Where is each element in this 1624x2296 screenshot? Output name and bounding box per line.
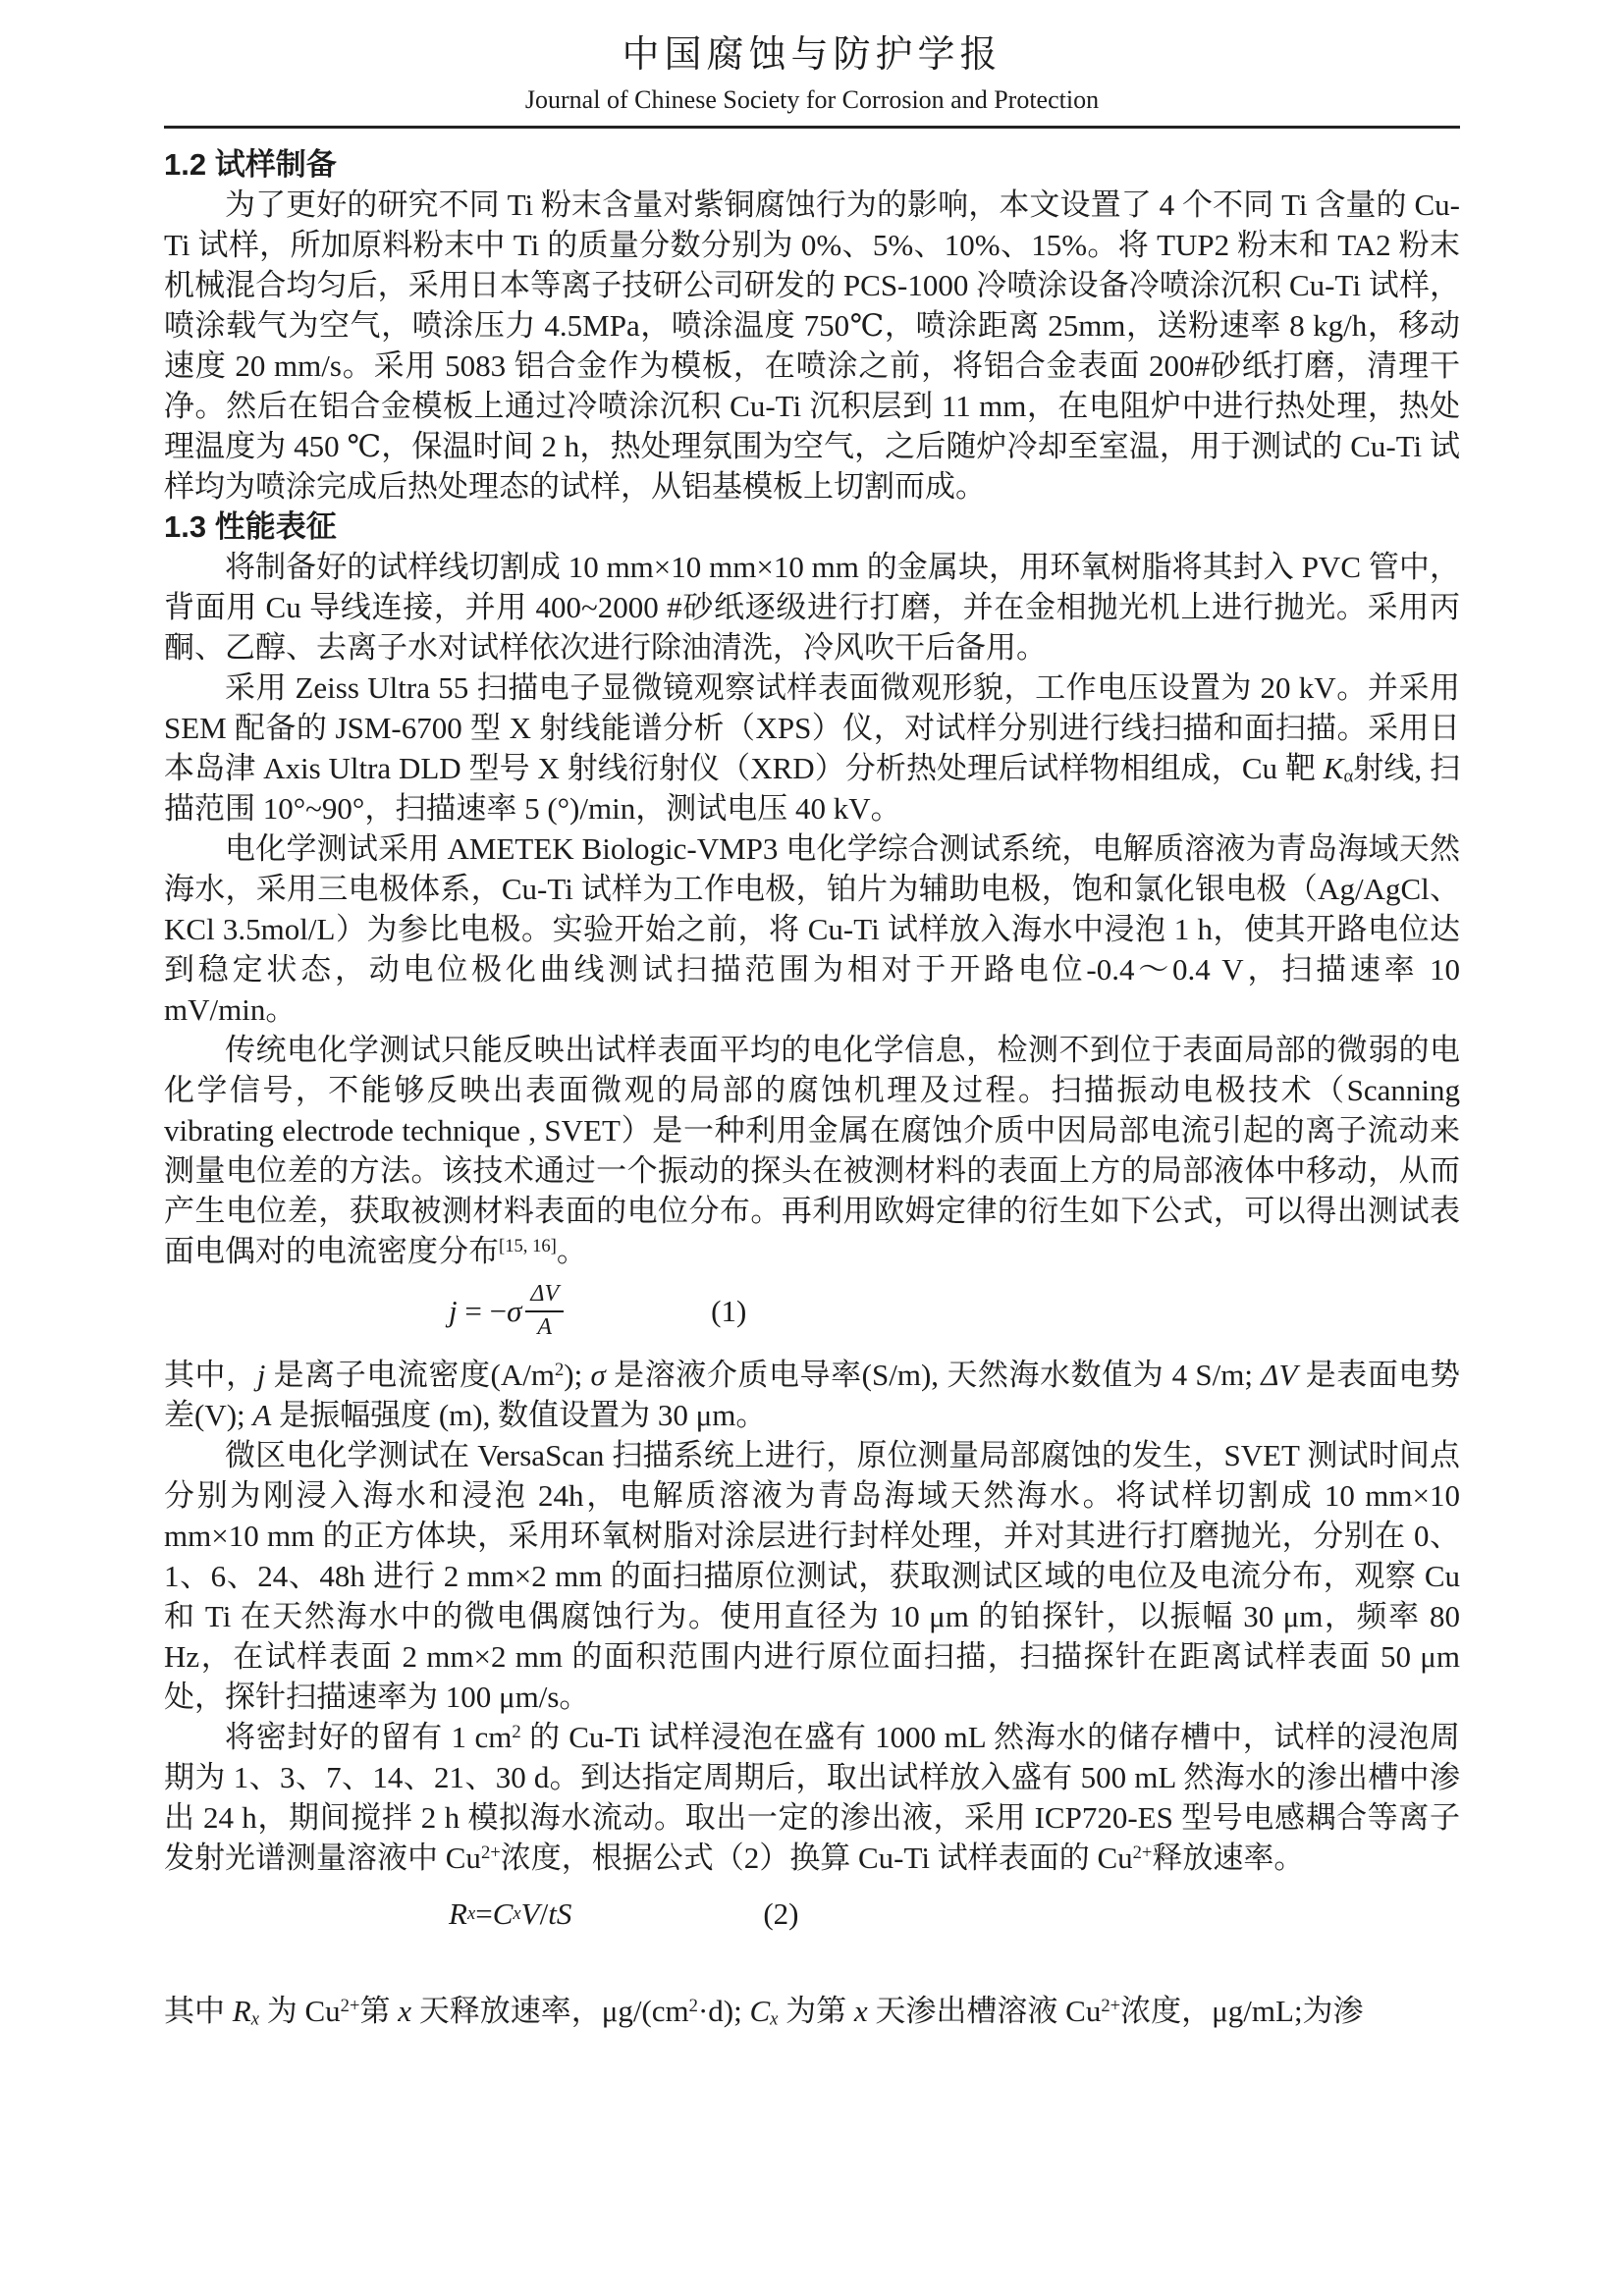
section-heading-1-3: 1.3 性能表征: [164, 509, 337, 544]
para-eq1-variable-definitions: 其中，j 是离子电流密度$(A/m^2)$; σ 是溶液介质电导率(S/m), 天然海水数值为 4 S/m; ΔV 是表面电势差(V); A 是振幅强度 (m), 数值设置为 30 μm。: [164, 1358, 1460, 1433]
para-svet-introduction: 传统电化学测试只能反映出试样表面平均的电化学信息，检测不到位于表面局部的微弱的电化学信号，不能够反映出表面微观的局部的腐蚀机理及过程。扫描振动电极技术（Scanning vibrating electrode technique , SVET）是一种利用金属在腐蚀介质中因局部电流引起的离子流动来测量电位差的方法。该技术通过一个振动的探头在被测材料的表面上方的局部液体中移动，从而产生电位差，获取被测材料表面的电位分布。再利用欧姆定律的衍生如下公式，可以得出测试表面电偶对的电流密度分布[15, 16]。: [164, 1033, 1460, 1268]
journal-title-chinese: 中国腐蚀与防护学报: [622, 34, 1002, 76]
para-sem-xrd-characterization: 采用 Zeiss Ultra 55 扫描电子显微镜观察试样表面微观形貌，工作电压设置为 20 kV。并采用 SEM 配备的 JSM-6700 型 X 射线能谱分析（XPS）仪，对试样分别进行线扫描和面扫描。采用日本岛津 Axis Ultra DLD 型号 X 射线衍射仪（XRD）分析热处理后试样物相组成，Cu 靶 Kα射线, 扫描范围 10°~90°，扫描速率 5 (°)/min，测试电压 40 kV。: [164, 670, 1461, 826]
para-sample-preparation: 为了更好的研究不同 Ti 粉末含量对紫铜腐蚀行为的影响，本文设置了 4 个不同 Ti 含量的 Cu-Ti 试样，所加原料粉末中 Ti 的质量分数分别为 0%、5%、10%、15%。将 TUP2 粉末和 TA2 粉末机械混合均匀后，采用日本等离子技研公司研发的 PCS-1000 冷喷涂设备冷喷涂沉积 Cu-Ti 试样，喷涂载气为空气，喷涂压力 4.5MPa，喷涂温度 750℃，喷涂距离 25mm，送粉速率 8 kg/h，移动速度 20 mm/s。采用 5083 铝合金作为模板，在喷涂之前，将铝合金表面 200#砂纸打磨，清理干净。然后在铝合金模板上通过冷喷涂沉积 Cu-Ti 沉积层到 11 mm，在电阻炉中进行热处理，热处理温度为 450 ℃，保温时间 2 h，热处理氛围为空气，之后随炉冷却至室温，用于测试的 Cu-Ti 试样均为喷涂完成后热处理态的试样，从铝基模板上切割而成。: [164, 187, 1460, 504]
equation-1-number: (1): [711, 1294, 747, 1329]
para-immersion-release-test: 将密封好的留有 1 $cm^2$ 的 Cu-Ti 试样浸泡在盛有 1000 mL 然海水的储存槽中，试样的浸泡周期为 1、3、7、14、21、30 d。到达指定周期后，取出试样放入盛有 500 mL 然海水的渗出槽中渗出 24 h，期间搅拌 2 h 模拟海水流动。取出一定的渗出液，采用 ICP720-ES 型号电感耦合等离子发射光谱测量溶液中 $Cu^{2+}$浓度，根据公式（2）换算 Cu-Ti 试样表面的 $Cu^{2+}$释放速率。: [164, 1720, 1460, 1876]
article-body: [164, 144, 1460, 2031]
equation-1-formula: [449, 1281, 564, 1341]
journal-title-english: Journal of Chinese Society for Corrosion and Protection: [524, 85, 1100, 114]
equation-2-number: (2): [763, 1896, 799, 1932]
para-eq2-variable-definitions: 其中 Rx 为 $Cu^{2+}$第 x 天释放速率，$\mu g/(cm^2\cdot d)$; Cx 为第 x 天渗出槽溶液 $Cu^{2+}$浓度，μg/mL;为渗: [164, 1994, 1364, 2030]
para-electrochemical-test: 电化学测试采用 AMETEK Biologic-VMP3 电化学综合测试系统，电解质溶液为青岛海域天然海水，采用三电极体系，Cu-Ti 试样为工作电极，铂片为辅助电极，饱和氯化银电极（Ag/AgCl、KCl 3.5mol/L）为参比电极。实验开始之前，将 Cu-Ti 试样放入海水中浸泡 1 h，使其开路电位达到稳定状态，动电位极化曲线测试扫描范围为相对于开路电位-0.4～0.4 V，扫描速率 10 mV/min。: [164, 831, 1460, 1027]
para-microarea-test: 微区电化学测试在 VersaScan 扫描系统上进行，原位测量局部腐蚀的发生，SVET 测试时间点分别为刚浸入海水和浸泡 24h，电解质溶液为青岛海域天然海水。将试样切割成 10 mm×10 mm×10 mm 的正方体块，采用环氧树脂对涂层进行封样处理，并对其进行打磨抛光，分别在 0、1、6、24、48h 进行 2 mm×2 mm 的面扫描原位测试，获取测试区域的电位及电流分布，观察 Cu 和 Ti 在天然海水中的微电偶腐蚀行为。使用直径为 10 μm 的铂探针，以振幅 30 μm，频率 80 Hz，在试样表面 2 mm×2 mm 的面积范围内进行原位面扫描，扫描探针在距离试样表面 50 μm 处，探针扫描速率为 100 μm/s。: [164, 1438, 1460, 1715]
fraction-denominator: A: [537, 1313, 553, 1340]
fraction-numerator: ΔV: [525, 1281, 564, 1312]
para-cutting-polishing: 将制备好的试样线切割成 10 mm×10 mm×10 mm 的金属块，用环氧树脂将其封入 PVC 管中，背面用 Cu 导线连接，并用 400~2000 #砂纸逐级进行打磨，并在金相抛光机上进行抛光。采用丙酮、乙醇、去离子水对试样依次进行除油清洗，冷风吹干后备用。: [164, 550, 1460, 665]
journal-header: [164, 29, 1460, 129]
header-divider-line: [164, 126, 1460, 129]
equation-1: [164, 1281, 1460, 1341]
equation-2: [164, 1894, 1460, 1934]
equation-1-fraction: [525, 1281, 564, 1341]
section-heading-1-2: 1.2 试样制备: [164, 147, 337, 182]
equation-1-lhs: j = −σ: [449, 1294, 522, 1329]
equation-2-formula: R x = C x V / t S: [449, 1896, 572, 1932]
